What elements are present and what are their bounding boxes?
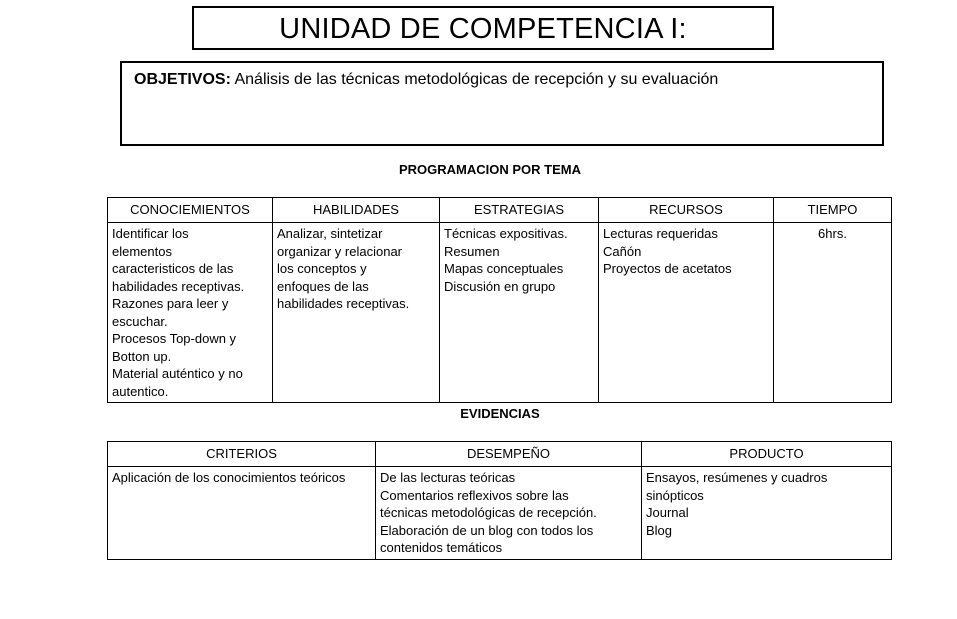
- text-line: Técnicas expositivas.: [444, 226, 568, 241]
- text-line: Material auténtico y no: [112, 366, 243, 381]
- text-line: los conceptos y: [277, 261, 367, 276]
- header-estrategias: ESTRATEGIAS: [440, 198, 599, 223]
- text-line: Proyectos de acetatos: [603, 261, 732, 276]
- text-line: Razones para leer y: [112, 296, 229, 311]
- text-line: Mapas conceptuales: [444, 261, 564, 276]
- header-tiempo: TIEMPO: [774, 198, 892, 223]
- evidencias-table: [107, 441, 892, 560]
- programacion-heading: PROGRAMACION POR TEMA: [399, 162, 581, 177]
- text-line: Cañón: [603, 243, 642, 259]
- programacion-table: [107, 197, 892, 403]
- evidencias-body-row: [108, 467, 892, 560]
- programacion-header-row: [108, 198, 892, 223]
- text-line: Resumen: [444, 243, 500, 259]
- cell-criterios: [108, 467, 376, 560]
- text-line: Botton up.: [112, 348, 172, 364]
- text-line: técnicas metodológicas de recepción.: [380, 505, 597, 520]
- header-desempeno: DESEMPEÑO: [376, 442, 642, 467]
- cell-tiempo: 6hrs.: [774, 223, 892, 403]
- cell-estrategias: [440, 223, 599, 403]
- header-criterios: CRITERIOS: [108, 442, 376, 467]
- evidencias-heading: EVIDENCIAS: [460, 406, 540, 421]
- text-line: Lecturas requeridas: [603, 226, 718, 241]
- text-line: habilidades receptivas.: [277, 296, 410, 311]
- cell-recursos: [599, 223, 774, 403]
- cell-habilidades: [273, 223, 440, 403]
- text-line: autentico.: [112, 383, 169, 399]
- cell-producto: [642, 467, 892, 560]
- text-line: Discusión en grupo: [444, 278, 556, 294]
- text-line: elementos: [112, 243, 172, 259]
- text-line: enfoques de las: [277, 278, 369, 294]
- text-line: Comentarios reflexivos sobre las: [380, 487, 569, 503]
- text-line: escuchar.: [112, 313, 168, 329]
- text-line: organizar y relacionar: [277, 243, 403, 259]
- header-conocimientos: CONOCIEMIENTOS: [108, 198, 273, 223]
- objectives-label: OBJETIVOS:: [134, 71, 231, 88]
- text-line: habilidades receptivas.: [112, 278, 245, 294]
- text-line: Ensayos, resúmenes y cuadros: [646, 470, 828, 485]
- header-habilidades: HABILIDADES: [273, 198, 440, 223]
- text-line: caracteristicos de las: [112, 261, 234, 276]
- objectives-text: Análisis de las técnicas metodológicas de recepción y su evaluación: [234, 71, 719, 88]
- text-line: De las lecturas teóricas: [380, 470, 516, 485]
- text-line: Blog: [646, 522, 673, 538]
- programacion-body-row: [108, 223, 892, 403]
- text-line: Elaboración de un blog con todos los: [380, 522, 594, 538]
- text-line: Identificar los: [112, 226, 189, 241]
- text-line: Journal: [646, 505, 689, 520]
- text-line: sinópticos: [646, 487, 704, 503]
- cell-conocimientos: [108, 223, 273, 403]
- cell-desempeno: [376, 467, 642, 560]
- text-line: Aplicación de los conocimientos teóricos: [112, 470, 346, 485]
- text-line: contenidos temáticos: [380, 540, 503, 555]
- objectives-box: [120, 61, 884, 146]
- text-line: Procesos Top-down y: [112, 331, 237, 346]
- text-line: Analizar, sintetizar: [277, 226, 383, 241]
- evidencias-header-row: [108, 442, 892, 467]
- header-producto: PRODUCTO: [642, 442, 892, 467]
- header-recursos: RECURSOS: [599, 198, 774, 223]
- unit-title: UNIDAD DE COMPETENCIA I:: [192, 6, 774, 50]
